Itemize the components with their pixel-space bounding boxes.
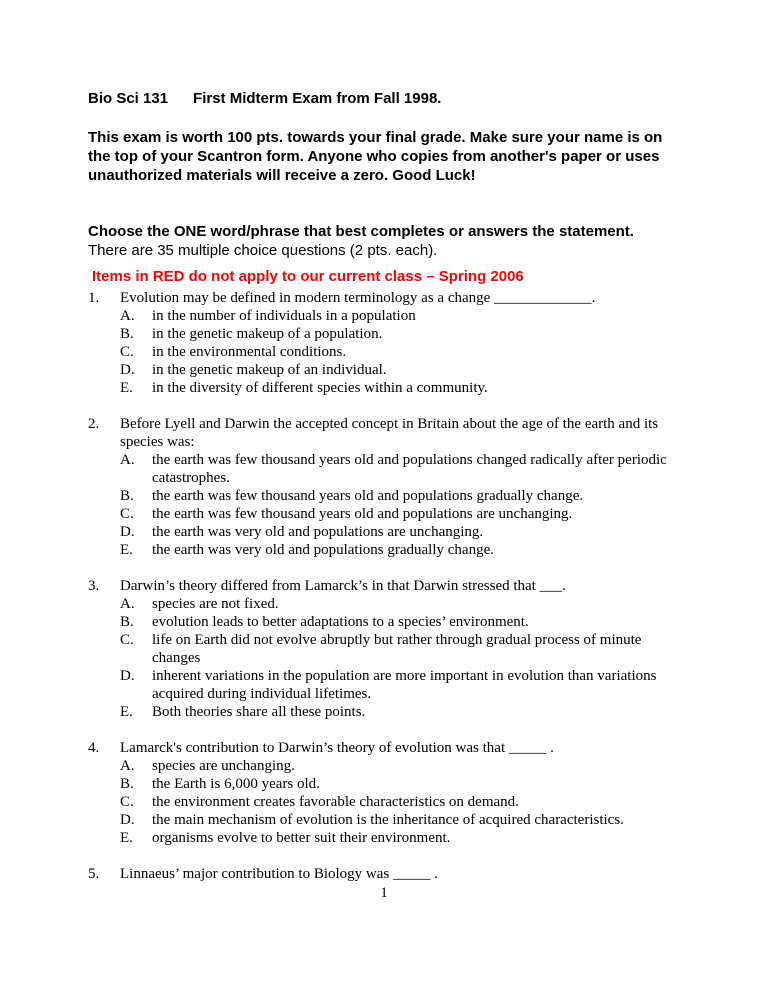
option-letter: C.: [120, 344, 134, 360]
option-text: in the genetic makeup of an individual.: [152, 362, 387, 378]
answer-option: [120, 757, 688, 775]
option-letter: D.: [120, 362, 135, 378]
exam-header: [88, 90, 441, 107]
answer-option: [120, 631, 688, 667]
answer-option: [120, 451, 688, 487]
option-letter: A.: [120, 758, 135, 774]
option-text: the earth was few thousand years old and populations changed radically after periodic catastrophes.: [152, 452, 667, 486]
question-number: 2.: [88, 416, 100, 432]
question-number: 1.: [88, 290, 100, 306]
question-item: [88, 865, 688, 883]
option-text: Both theories share all these points.: [152, 704, 366, 720]
answer-options: [120, 757, 688, 847]
option-text: species are unchanging.: [152, 758, 295, 774]
answer-option: [120, 613, 688, 631]
option-text: in the number of individuals in a population: [152, 308, 416, 324]
answer-options: [120, 595, 688, 721]
option-text: inherent variations in the population are more important in evolution than variations acquired during individual lifetimes.: [152, 668, 657, 702]
answer-option: [120, 811, 688, 829]
question-stem: Linnaeus’ major contribution to Biology was _____ .: [120, 866, 439, 882]
option-letter: B.: [120, 488, 134, 504]
instructions-points: There are 35 multiple choice questions (2 pts. each).: [88, 242, 438, 259]
option-letter: D.: [120, 668, 135, 684]
answer-option: [120, 703, 688, 721]
option-letter: B.: [120, 776, 134, 792]
option-letter: E.: [120, 542, 133, 558]
option-letter: E.: [120, 704, 133, 720]
option-text: in the genetic makeup of a population.: [152, 326, 383, 342]
option-letter: A.: [120, 596, 135, 612]
exam-instructions: [88, 222, 688, 260]
answer-option: [120, 775, 688, 793]
answer-options: [120, 451, 688, 559]
answer-option: [120, 379, 688, 397]
option-letter: E.: [120, 380, 133, 396]
option-letter: A.: [120, 308, 135, 324]
answer-option: [120, 829, 688, 847]
option-text: the main mechanism of evolution is the inheritance of acquired characteristics.: [152, 812, 624, 828]
option-letter: B.: [120, 614, 134, 630]
option-letter: E.: [120, 830, 133, 846]
answer-options: [120, 307, 688, 397]
answer-option: [120, 793, 688, 811]
answer-option: [120, 667, 688, 703]
option-text: the earth was few thousand years old and populations are unchanging.: [152, 506, 573, 522]
question-item: [88, 739, 688, 847]
option-text: the environment creates favorable characteristics on demand.: [152, 794, 519, 810]
exam-title: First Midterm Exam from Fall 1998.: [193, 90, 442, 107]
option-text: the earth was few thousand years old and populations gradually change.: [152, 488, 584, 504]
option-text: life on Earth did not evolve abruptly but rather through gradual process of minute changes: [152, 632, 642, 666]
red-items-note: Items in RED do not apply to our current class – Spring 2006: [92, 268, 524, 285]
question-item: [88, 577, 688, 721]
option-text: the earth was very old and populations are unchanging.: [152, 524, 484, 540]
option-text: in the environmental conditions.: [152, 344, 347, 360]
option-text: the Earth is 6,000 years old.: [152, 776, 320, 792]
option-text: in the diversity of different species within a community.: [152, 380, 488, 396]
option-text: evolution leads to better adaptations to a species’ environment.: [152, 614, 529, 630]
answer-option: [120, 361, 688, 379]
page-number: 1: [380, 885, 388, 901]
option-letter: A.: [120, 452, 135, 468]
answer-option: [120, 505, 688, 523]
exam-intro: This exam is worth 100 pts. towards your final grade. Make sure your name is on the top of your Scantron form. Anyone who copies from another's paper or uses unauthorized materials will receive a zero. Good Luck!: [88, 129, 663, 184]
question-stem: Evolution may be defined in modern terminology as a change _____________.: [120, 290, 596, 306]
question-stem: Before Lyell and Darwin the accepted concept in Britain about the age of the earth and its species was:: [120, 416, 659, 450]
option-letter: D.: [120, 812, 135, 828]
option-text: organisms evolve to better suit their environment.: [152, 830, 451, 846]
option-letter: C.: [120, 632, 134, 648]
answer-option: [120, 595, 688, 613]
question-item: [88, 289, 688, 397]
option-letter: B.: [120, 326, 134, 342]
question-stem: Darwin’s theory differed from Lamarck’s in that Darwin stressed that ___.: [120, 578, 566, 594]
question-number: 3.: [88, 578, 100, 594]
answer-option: [120, 487, 688, 505]
option-letter: C.: [120, 794, 134, 810]
answer-option: [120, 343, 688, 361]
option-letter: C.: [120, 506, 134, 522]
answer-option: [120, 325, 688, 343]
answer-option: [120, 541, 688, 559]
question-number: 4.: [88, 740, 100, 756]
course-name: Bio Sci 131: [88, 90, 169, 107]
question-item: [88, 415, 688, 559]
question-list: [88, 289, 688, 901]
option-text: the earth was very old and populations gradually change.: [152, 542, 494, 558]
option-letter: D.: [120, 524, 135, 540]
option-text: species are not fixed.: [152, 596, 279, 612]
instructions-bold: Choose the ONE word/phrase that best completes or answers the statement.: [88, 223, 634, 240]
answer-option: [120, 307, 688, 325]
question-stem: Lamarck's contribution to Darwin’s theory of evolution was that _____ .: [120, 740, 554, 756]
answer-option: [120, 523, 688, 541]
question-number: 5.: [88, 866, 100, 882]
